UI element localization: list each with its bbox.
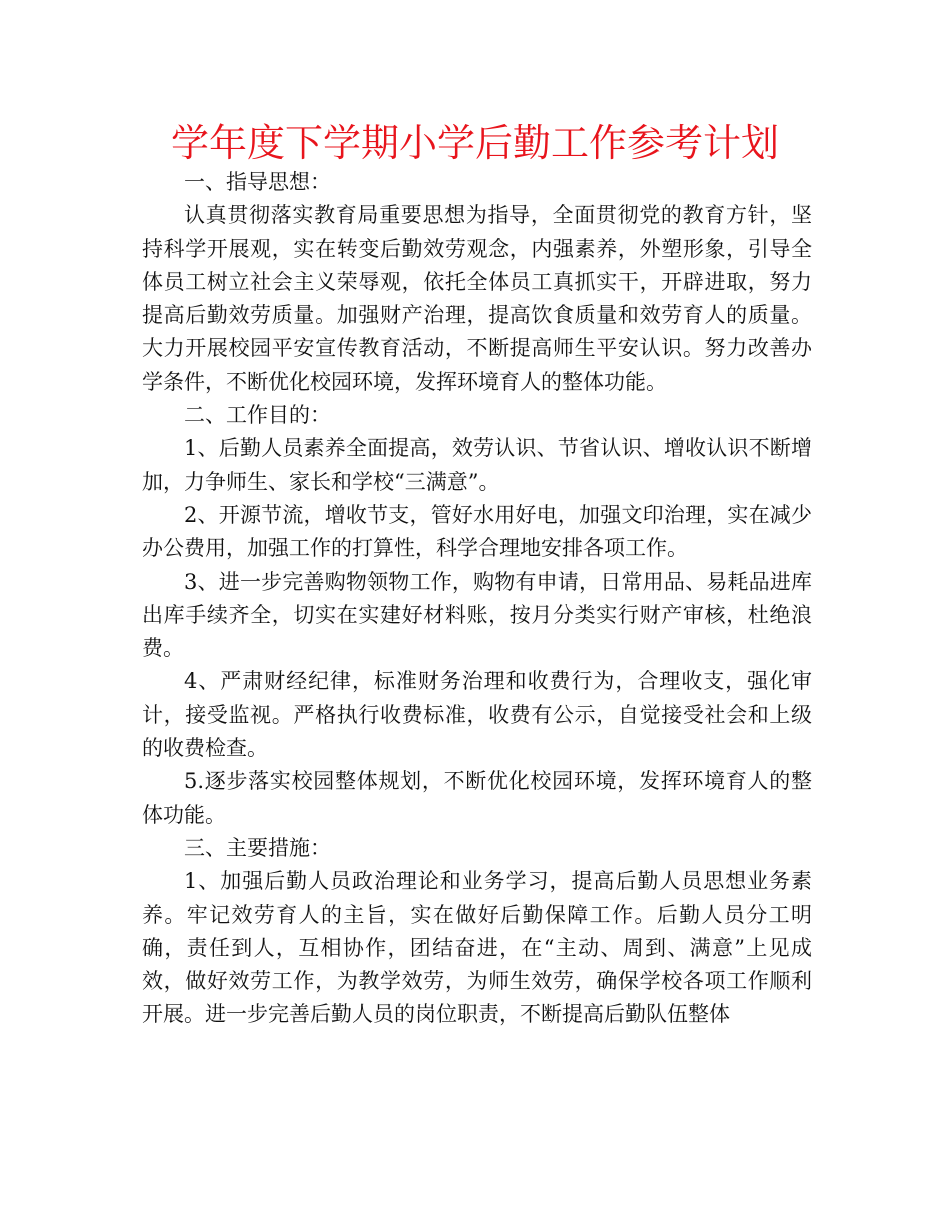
section-heading-main-measures: 三、主要措施：: [184, 835, 331, 860]
paragraph-guiding-thought: 认真贯彻落实教育局重要思想为指导，全面贯彻党的教育方针，坚持科学开展观，实在转变后勤效劳观念，内强素养，外塑形象，引导全体员工树立社会主义荣辱观，依托全体员工真抓实干，开辟进取，努力提高后勤效劳质量。加强财产治理，提高饮食质量和效劳育人的质量。大力开展校园平安宣传教育活动，不断提高师生平安认识。努力改善办学条件，不断优化校园环境，发挥环境育人的整体功能。: [142, 203, 812, 394]
goal-item-4: 4、严肃财经纪律，标准财务治理和收费行为，合理收支，强化审计，接受监视。严格执行收费标准，收费有公示，自觉接受社会和上级的收费检查。: [142, 669, 812, 761]
measure-item-1: 1、加强后勤人员政治理论和业务学习，提高后勤人员思想业务素养。牢记效劳育人的主旨，实在做好后勤保障工作。后勤人员分工明确，责任到人，互相协作，团结奋进，在“主动、周到、满意”上见成效，做好效劳工作，为教学效劳，为师生效劳，确保学校各项工作顺利开展。进一步完善后勤人员的岗位职责，不断提高后勤队伍整体: [142, 869, 812, 1027]
goal-item-5: 5.逐步落实校园整体规划，不断优化校园环境，发挥环境育人的整体功能。: [142, 769, 812, 827]
document-title: 学年度下学期小学后勤工作参考计划: [170, 121, 779, 165]
document-body: [142, 166, 812, 1032]
goal-item-2: 2、开源节流，增收节支，管好水用好电，加强文印治理，实在减少办公费用，加强工作的打算性，科学合理地安排各项工作。: [142, 502, 812, 561]
section-heading-guiding-thought: 一、指导思想：: [184, 170, 331, 194]
goal-item-3: 3、进一步完善购物领物工作，购物有申请，日常用品、易耗品进库出库手续齐全，切实在实建好材料账，按月分类实行财产审核，杜绝浪费。: [142, 569, 812, 661]
goal-item-1: 1、后勤人员素养全面提高，效劳认识、节省认识、增收认识不断增加，力争师生、家长和学校“三满意”。: [142, 436, 812, 494]
section-heading-work-goals: 二、工作目的：: [184, 403, 331, 428]
